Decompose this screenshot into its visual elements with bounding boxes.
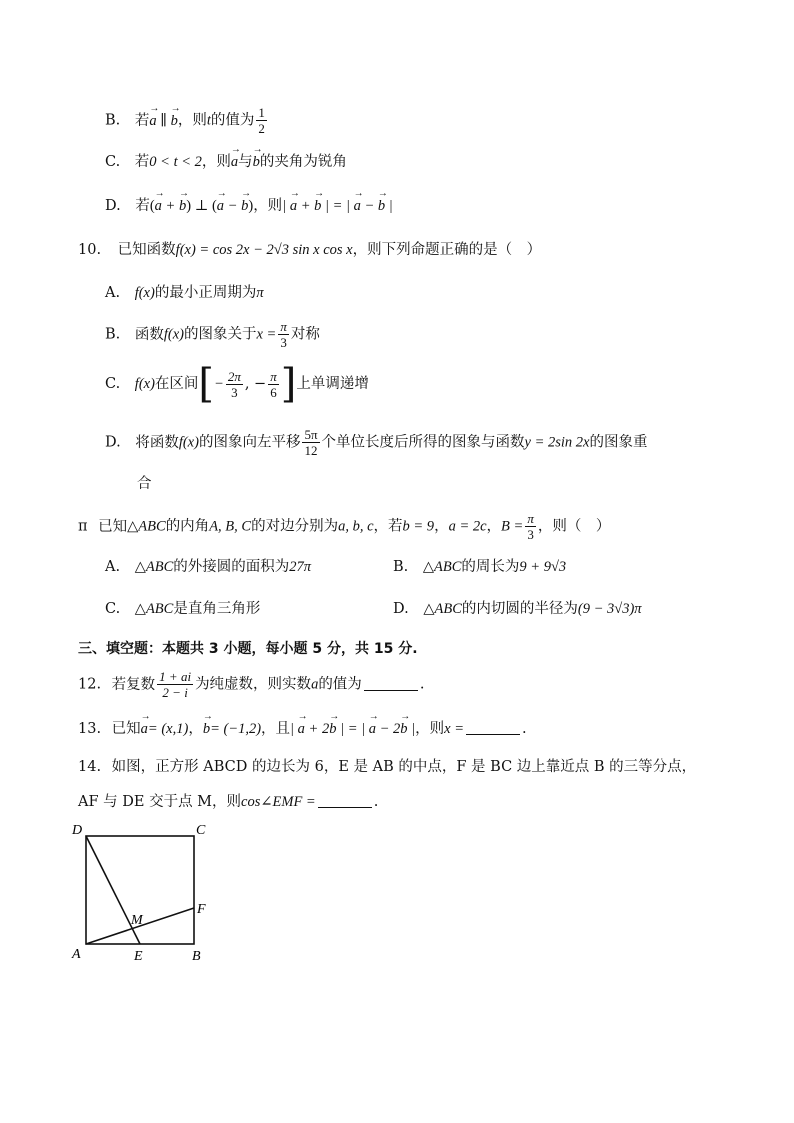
option-label: C. xyxy=(105,601,121,617)
option-label: A. xyxy=(105,559,121,575)
text: 合 xyxy=(137,476,152,492)
q11-option-b xyxy=(393,560,566,575)
text: 的最小正周期为 xyxy=(154,285,257,301)
text: ，则 xyxy=(253,198,283,214)
text: 的图象关于 xyxy=(184,326,257,343)
text: 是直角三角形 xyxy=(173,601,261,617)
denominator: 12 xyxy=(304,443,318,458)
label-f: F xyxy=(197,902,206,917)
label-c: C xyxy=(196,823,206,838)
var-t: t xyxy=(206,112,211,129)
text: ，且 xyxy=(261,721,291,737)
option-label: C. xyxy=(105,154,121,170)
option-label: C. xyxy=(105,376,121,392)
fraction xyxy=(278,320,289,349)
numerator: 2π xyxy=(227,368,241,384)
angles: A, B, C xyxy=(209,518,252,535)
q14-line1 xyxy=(78,760,696,775)
text: 上单调递增 xyxy=(296,376,369,392)
question-number: 12. xyxy=(78,676,102,693)
label-e: E xyxy=(134,949,143,964)
text: 的图象向左平移 xyxy=(198,434,301,451)
sides: a, b, c xyxy=(338,518,374,535)
q10-stem xyxy=(78,243,541,258)
value: 9 + 9√3 xyxy=(519,559,567,575)
text: 若复数 xyxy=(111,676,156,693)
text: 的内切圆的半径为 xyxy=(461,601,578,617)
triangle: △ABC xyxy=(422,559,462,575)
text: . xyxy=(419,676,425,693)
text: 的内角 xyxy=(165,518,210,535)
value: π xyxy=(256,285,264,301)
q10-option-d xyxy=(105,428,647,457)
condition: B = xyxy=(501,518,524,535)
text: 的周长为 xyxy=(461,559,520,575)
text: 如图，正方形 ABCD 的边长为 6，E 是 AB 的中点，F 是 BC 边上靠近点 B 的三等分点， xyxy=(111,759,697,775)
q14-line2 xyxy=(78,795,378,810)
denominator: 6 xyxy=(270,384,277,400)
text: 函数 xyxy=(134,326,164,343)
text: 若 xyxy=(134,154,150,170)
section-title: 三、填空题：本题共 3 小题，每小题 5 分，共 15 分. xyxy=(78,641,418,657)
func: f(x) xyxy=(134,285,155,301)
option-label: D. xyxy=(105,198,121,214)
label-m: M xyxy=(131,913,143,928)
numerator: 1 + ai xyxy=(159,669,192,684)
fraction xyxy=(226,370,243,399)
denominator: 3 xyxy=(527,527,534,542)
q10-option-c: C. f(x)在区间[− $\frac{2\pi}{3}$ , − $\frac{\pi}{6}$ ]上单调递增 xyxy=(105,361,369,407)
value: (9 − 3√3)π xyxy=(577,601,642,617)
fraction xyxy=(302,428,319,457)
text: . xyxy=(522,721,527,737)
q10-option-d-wrap xyxy=(137,477,152,492)
text: 若 xyxy=(135,198,150,214)
q10-option-b xyxy=(105,320,320,349)
text: 为纯虚数，则实数 xyxy=(195,676,312,693)
func: y = 2sin 2x xyxy=(524,434,590,451)
function-expression: f(x) = cos 2x − 2√3 sin x cos x xyxy=(175,242,353,258)
q12 xyxy=(78,670,424,699)
numerator: π xyxy=(280,319,287,334)
text: ，则 xyxy=(201,154,231,170)
text: ，若 xyxy=(373,518,403,535)
text: 对称 xyxy=(290,326,320,343)
text: 若 xyxy=(134,112,150,129)
question-number: π xyxy=(78,518,88,535)
func: f(x) xyxy=(178,434,199,451)
option-label: D. xyxy=(393,601,409,617)
q9-option-c: C. 若0 < t < 2，则→ a与→ b的夹角为锐角 xyxy=(105,155,347,170)
q11-option-d xyxy=(393,602,642,617)
label-d: D xyxy=(72,823,83,838)
label-b: B xyxy=(192,949,201,964)
question-number: 10. xyxy=(78,242,102,258)
text: ，则（ ） xyxy=(537,518,611,535)
right-bracket: ] xyxy=(280,361,297,407)
fraction xyxy=(525,512,536,541)
variable: x = xyxy=(444,721,465,737)
option-label: B. xyxy=(105,112,121,129)
numerator: 5π xyxy=(304,427,318,442)
text: 已知函数 xyxy=(117,242,176,258)
q11-option-c xyxy=(105,602,260,617)
expression: cos∠EMF = xyxy=(241,794,316,810)
question-number: 13. xyxy=(78,721,102,737)
text: 已知 xyxy=(111,721,141,737)
numerator: 1 xyxy=(258,105,265,120)
q9-option-d xyxy=(105,199,393,214)
answer-blank xyxy=(318,807,372,808)
triangle: △ABC xyxy=(134,601,174,617)
equation: x = xyxy=(256,326,277,343)
value: 27π xyxy=(289,559,312,575)
text: AF 与 DE 交于点 M，则 xyxy=(78,794,242,810)
denominator: 2 − i xyxy=(162,685,188,700)
func: f(x) xyxy=(163,326,184,343)
section-heading xyxy=(78,642,418,656)
answer-blank xyxy=(364,690,418,691)
denominator: 2 xyxy=(258,121,265,136)
q13: 13. 已知→ a= (x,1)，→ b= (−1,2)，且| → a + 2→ b | = | → a − 2→ b |，则x = . xyxy=(78,722,527,737)
norm-expression: | → a + 2→ b | = | → a − 2→ b | xyxy=(290,721,415,737)
fraction xyxy=(157,670,193,699)
numerator: π xyxy=(527,511,534,526)
perp-expression: (→ a + → b) ⊥ (→ a − → b) xyxy=(150,198,253,214)
text: ，则下列命题正确的是（ ） xyxy=(352,242,542,258)
triangle: △ABC xyxy=(134,559,174,575)
vector-a: = (x,1) xyxy=(147,721,189,737)
text: 与 xyxy=(238,154,253,170)
text: ，则 xyxy=(177,112,207,129)
condition: b = 9 xyxy=(402,518,435,535)
denominator: 3 xyxy=(280,335,287,350)
question-number: 14. xyxy=(78,759,102,775)
text: 将函数 xyxy=(135,434,179,451)
text: 的夹角为锐角 xyxy=(259,154,347,170)
condition: 0 < t < 2 xyxy=(149,154,202,170)
q11-option-a xyxy=(105,560,311,575)
func: f(x) xyxy=(134,376,155,392)
fraction xyxy=(268,370,279,399)
denominator: 3 xyxy=(231,384,238,400)
numerator: π xyxy=(270,368,277,384)
triangle: △ABC xyxy=(423,601,462,617)
variable: a xyxy=(311,676,319,693)
text: 的图象重 xyxy=(589,434,648,451)
q10-option-a xyxy=(105,286,264,301)
label-a: A xyxy=(72,947,81,962)
text: 的值为 xyxy=(318,676,362,693)
text: 的外接圆的面积为 xyxy=(173,559,290,575)
text: 在区间 xyxy=(154,376,199,392)
text: 个单位长度后所得的图象与函数 xyxy=(321,434,525,451)
option-label: B. xyxy=(105,326,121,343)
condition: a = 2c xyxy=(448,518,487,535)
q11-stem: π 已知△ABC的内角A, B, C的对边分别为a, b, c，若b = 9，a = 2c，B = $\frac{\pi}{3}$ ，则（ ） xyxy=(78,511,611,542)
fraction xyxy=(256,106,267,135)
square-figure xyxy=(70,820,240,970)
text: 的对边分别为 xyxy=(251,518,339,535)
left-bracket: [ xyxy=(198,361,215,407)
norm-expression: | → a + → b | = | → a − → b | xyxy=(282,198,393,214)
vector-b: = (−1,2) xyxy=(210,721,262,737)
text: ，则 xyxy=(415,721,445,737)
q9-option-b: B. 若→ a ∥ → b，则t的值为 $\frac{1}{2}$ xyxy=(105,106,269,135)
option-label: A. xyxy=(105,285,121,301)
text: 已知 xyxy=(98,518,128,535)
answer-blank xyxy=(466,734,520,735)
text: . xyxy=(373,794,379,810)
triangle: △ABC xyxy=(127,518,166,535)
option-label: D. xyxy=(105,434,121,451)
option-label: B. xyxy=(393,559,409,575)
text: 的值为 xyxy=(210,112,255,129)
